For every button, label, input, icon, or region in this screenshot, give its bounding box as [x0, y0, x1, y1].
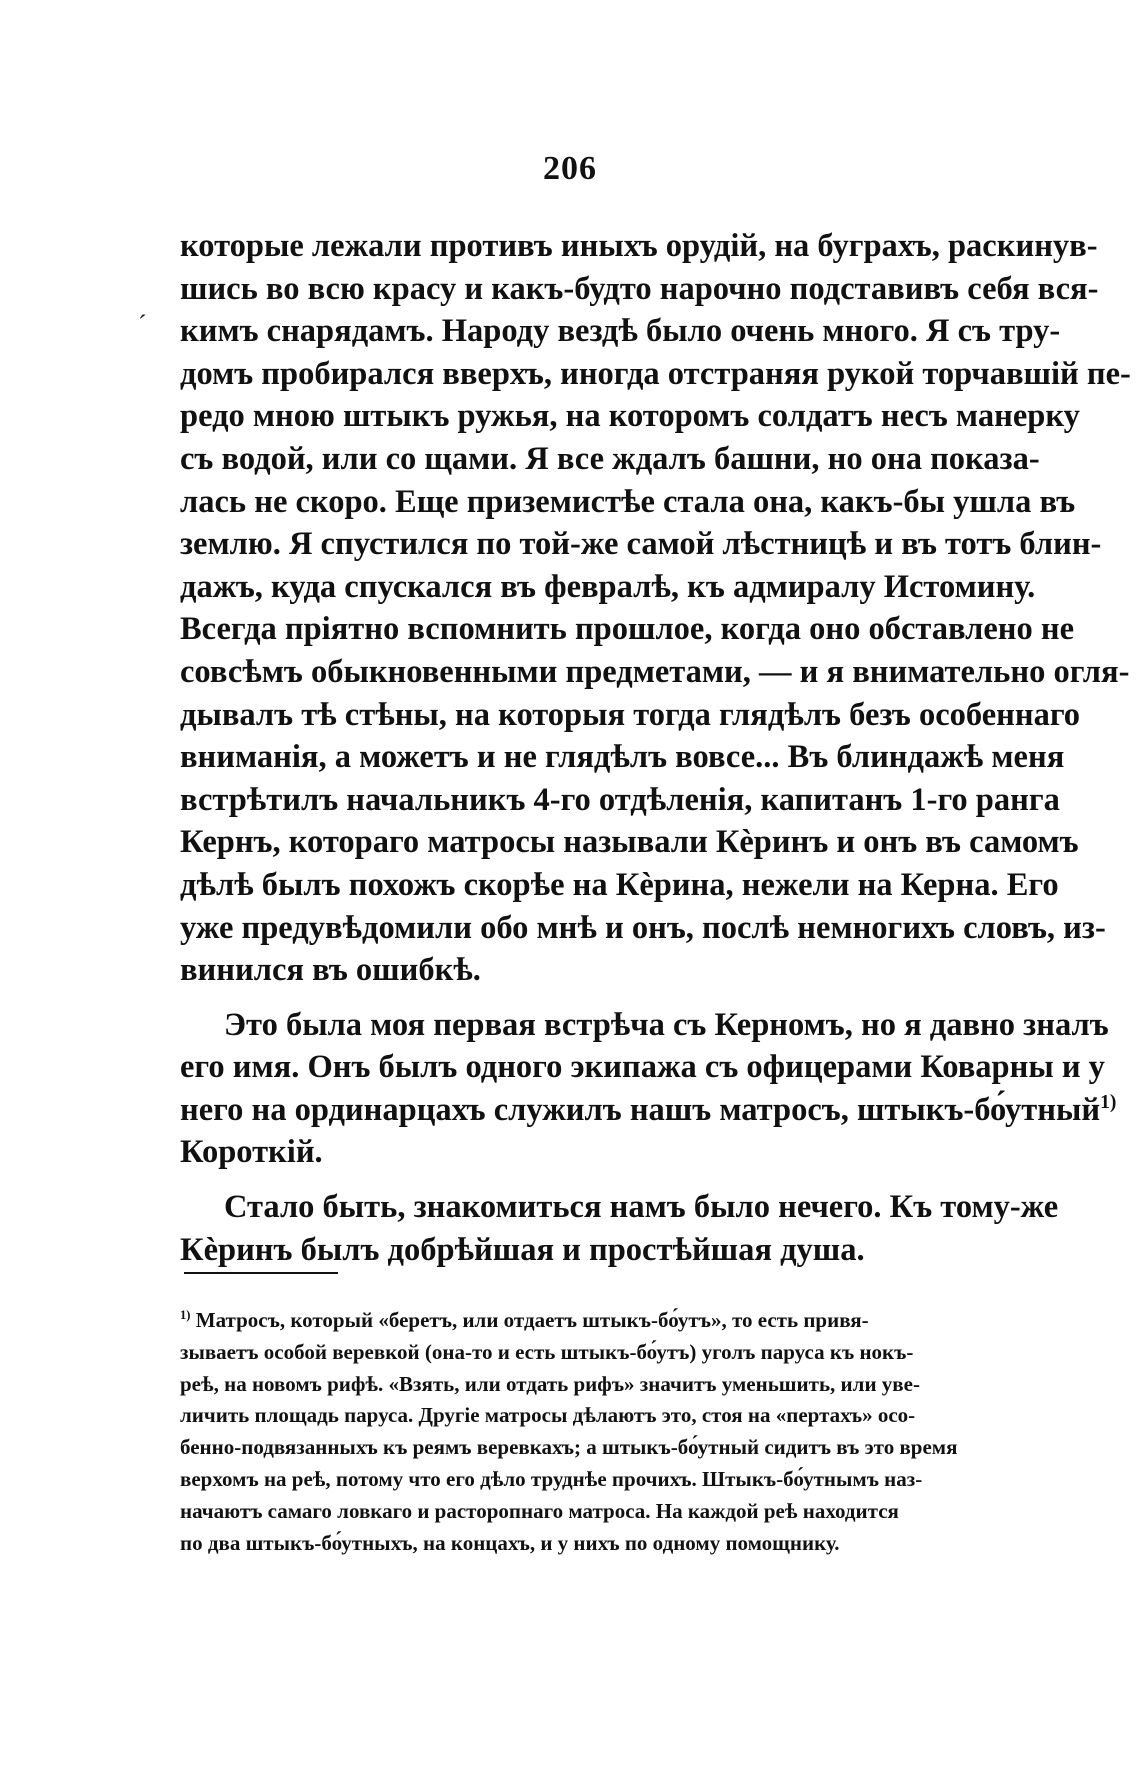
text-line-with-footnote-ref — [180, 1089, 1117, 1132]
footnote-line: личить площадь паруса. Другіе матросы дѣлаютъ это, стоя на «пертахъ» осо- — [180, 1403, 916, 1428]
text-line: совсѣмъ обыкновенными предметами, — и я внимательно огля- — [180, 653, 1130, 690]
footnote-line-with-marker — [180, 1305, 990, 1337]
text-line: уже предувѣдомили обо мнѣ и онъ, послѣ немногихъ словъ, из- — [180, 909, 1106, 946]
text-line: землю. Я спустился по той-же самой лѣстницѣ и въ тотъ блин- — [180, 526, 1102, 563]
text-line: шись во всю красу и какъ-будто нарочно подставивъ себя вся- — [180, 270, 1099, 307]
text-line: лась не скоро. Еще приземистѣе стала она, какъ-бы ушла въ — [180, 483, 1076, 520]
footnote-line: верхомъ на реѣ, потому что его дѣло труднѣе прочихъ. Штыкъ-бо́утнымъ наз- — [180, 1466, 923, 1491]
text-line: винился въ ошибкѣ. — [180, 952, 481, 989]
footnote-marker: 1) — [180, 1308, 191, 1322]
text-line: встрѣтилъ начальникъ 4-го отдѣленія, капитанъ 1-го ранга — [180, 781, 1060, 818]
footnote-line: начаютъ самаго ловкаго и расторопнаго матроса. На каждой реѣ находится — [180, 1498, 899, 1523]
text-line: съ водой, или со щами. Я все ждалъ башни, но она показа- — [180, 440, 1040, 477]
text-line: вниманія, а можетъ и не глядѣлъ вовсе... Въ блиндажѣ меня — [180, 739, 1065, 776]
text-line: домъ пробирался вверхъ, иногда отстраняя рукой торчавшій пе- — [180, 355, 1131, 392]
footnote-divider — [184, 1272, 338, 1274]
footnote-line-content: Матросъ, который «беретъ, или отдаетъ штыкъ-бо́утъ», то есть привя- — [195, 1308, 869, 1332]
text-line: Короткій. — [180, 1134, 323, 1171]
margin-mark: ˊ — [138, 310, 147, 339]
text-line: его имя. Онъ былъ одного экипажа съ офицерами Коварны и у — [180, 1049, 1105, 1086]
text-line: которые лежали противъ иныхъ орудій, на буграхъ, раскинув- — [180, 228, 1098, 264]
text-line: дажъ, куда спускался въ февралѣ, къ адмиралу Истомину. — [180, 568, 1036, 605]
text-line: дывалъ тѣ стѣны, на которыя тогда глядѣлъ безъ особеннаго — [180, 696, 1081, 733]
text-line: Кернъ, котораго матросы называли Кѐринъ и онъ въ самомъ — [180, 824, 1079, 861]
text-line: Кѐринъ былъ добрѣйшая и простѣйшая душа. — [180, 1231, 865, 1268]
paragraph-3 — [180, 1186, 1059, 1271]
paragraph-gap — [180, 992, 990, 1004]
text-line-content: него на ординарцахъ служилъ нашъ матросъ, штыкъ-бо́утный — [180, 1091, 1101, 1128]
text-line: Это была моя первая встрѣча съ Керномъ, но я давно зналъ — [224, 1006, 1109, 1043]
footnote-line: реѣ, на новомъ рифѣ. «Взять, или отдать рифъ» значитъ уменьшить, или уве- — [180, 1371, 920, 1396]
text-line: Всегда пріятно вспомнить прошлое, когда оно обставлено не — [180, 611, 1075, 648]
text-line: Стало быть, знакомиться намъ было нечего. Къ тому-же — [224, 1189, 1059, 1226]
paragraph-gap — [180, 1174, 990, 1186]
paragraph-2 — [180, 1004, 1117, 1174]
footnote-line: бенно-подвязанныхъ къ реямъ веревкахъ; а штыкъ-бо́утный сидитъ въ это время — [180, 1435, 958, 1460]
body-text — [180, 225, 1131, 1271]
text-line: дѣлѣ былъ похожъ скорѣе на Кѐрина, нежели на Керна. Его — [180, 866, 1059, 903]
paragraph-1 — [180, 225, 1131, 992]
text-line: кимъ снарядамъ. Народу вездѣ было очень много. Я съ тру- — [180, 313, 1061, 350]
footnote-line: по два штыкъ-бо́утныхъ, на концахъ, и у нихъ по одному помощнику. — [180, 1530, 840, 1555]
text-line: редо мною штыкъ ружья, на которомъ солдатъ несъ манерку — [180, 398, 1080, 435]
footnote — [180, 1305, 990, 1559]
footnote-ref: 1) — [1100, 1092, 1117, 1114]
footnote-line: зываетъ особой веревкой (она-то и есть штыкъ-бо́утъ) уголъ паруса къ нокъ- — [180, 1339, 914, 1364]
page-number: 206 — [543, 150, 597, 187]
